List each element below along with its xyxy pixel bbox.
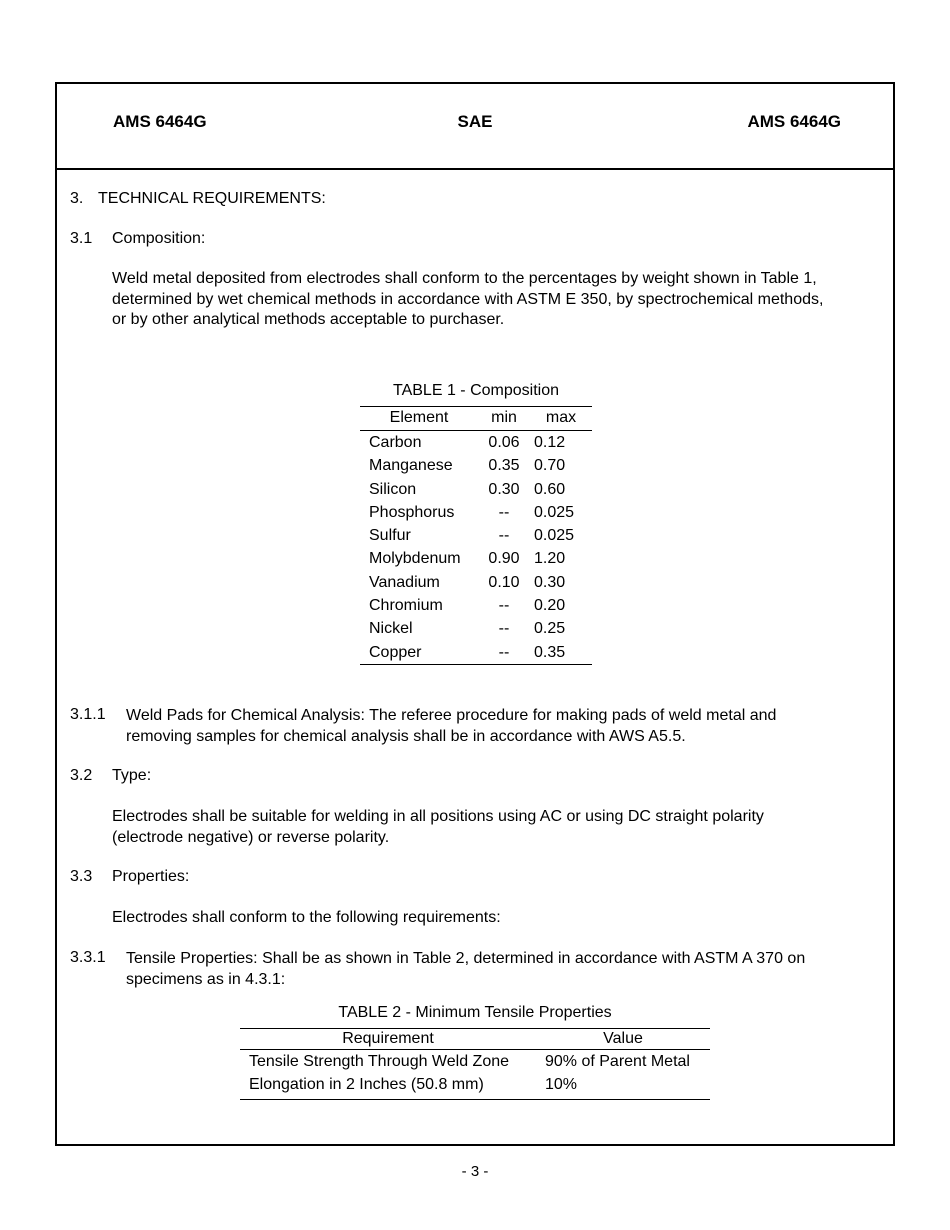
- section-3-2-title: Type:: [112, 767, 152, 784]
- table-row: [360, 617, 592, 640]
- table-cell: 10%: [536, 1073, 710, 1100]
- table-cell: --: [498, 527, 510, 545]
- table-row: [240, 1050, 710, 1074]
- table-cell: 0.25: [534, 620, 566, 638]
- table-cell: Sulfur: [369, 527, 411, 545]
- table-cell: 0.60: [534, 480, 566, 498]
- table-row: [360, 454, 592, 477]
- section-3-3-1-line: specimens as in 4.3.1:: [126, 970, 286, 988]
- table-cell: Manganese: [369, 457, 453, 475]
- header-org: SAE: [457, 112, 493, 131]
- table-cell: Molybdenum: [369, 550, 461, 568]
- table-row: [360, 547, 592, 570]
- table-cell: --: [498, 503, 510, 521]
- section-3-3-line: Electrodes shall conform to the following requirements:: [112, 909, 501, 926]
- table-row: [360, 478, 592, 501]
- composition-table-caption: TABLE 1 - Composition: [393, 382, 559, 399]
- page-number: - 3 -: [461, 1163, 489, 1180]
- table-row: [360, 524, 592, 547]
- section-3-2-body: [112, 807, 764, 848]
- page-header: [57, 84, 893, 170]
- table-cell: Carbon: [369, 434, 422, 451]
- table-cell: 0.06: [488, 434, 520, 451]
- section-3-2-line: (electrode negative) or reverse polarity.: [112, 828, 390, 846]
- section-3-1-number: 3.1: [70, 230, 93, 247]
- table-cell: 0.025: [534, 503, 575, 521]
- table-cell: 0.10: [488, 573, 520, 591]
- section-3-1-1-body: [126, 706, 776, 747]
- section-3-1-1-line: removing samples for chemical analysis shall be in accordance with AWS A5.5.: [126, 727, 686, 745]
- header-doc-id-right: AMS 6464G: [747, 112, 841, 131]
- column-header: max: [530, 407, 592, 431]
- table-cell: 0.12: [534, 434, 566, 451]
- tensile-properties-table-caption: TABLE 2 - Minimum Tensile Properties: [338, 1004, 612, 1021]
- section-3-1-line: determined by wet chemical methods in accordance with ASTM E 350, by spectrochemical methods,: [112, 290, 824, 308]
- section-3-3-title: Properties:: [112, 868, 190, 885]
- table-cell: --: [478, 641, 530, 665]
- table-cell: Tensile Strength Through Weld Zone: [249, 1053, 510, 1070]
- tensile-properties-table: [240, 1004, 710, 1100]
- header-doc-id-left: AMS 6464G: [113, 112, 207, 131]
- section-3-1-body: [112, 269, 823, 331]
- table-cell: 0.20: [534, 597, 566, 615]
- table-cell: 90% of Parent Metal: [545, 1053, 690, 1070]
- table-cell: 0.70: [534, 457, 566, 475]
- table-cell: Phosphorus: [369, 503, 455, 521]
- section-3-1-title: Composition:: [112, 230, 206, 247]
- table-cell: 0.90: [488, 550, 520, 568]
- table-cell: 0.35: [488, 457, 520, 475]
- table-cell: Chromium: [369, 597, 443, 615]
- section-3-1-line: Weld metal deposited from electrodes shall conform to the percentages by weight shown in Table 1,: [112, 270, 817, 287]
- table-cell: Silicon: [369, 480, 417, 498]
- table-row: [360, 641, 592, 665]
- table-cell: Elongation in 2 Inches (50.8 mm): [240, 1073, 536, 1100]
- table-cell: 0.30: [534, 573, 566, 591]
- section-3-3-1-line: Tensile Properties: Shall be as shown in Table 2, determined in accordance with ASTM A 370 on: [126, 950, 806, 967]
- column-header: Element: [360, 407, 478, 431]
- table-header-row: [360, 407, 592, 431]
- table-cell: Nickel: [369, 620, 413, 638]
- table-row: [360, 571, 592, 594]
- table-header-row: [240, 1029, 710, 1050]
- section-3-2-number: 3.2: [70, 767, 93, 784]
- table-row: [360, 594, 592, 617]
- section-3-3-number: 3.3: [70, 868, 93, 885]
- column-header: Value: [536, 1029, 710, 1050]
- table-cell: --: [498, 597, 510, 615]
- section-3-title: TECHNICAL REQUIREMENTS:: [98, 190, 326, 207]
- column-header: Requirement: [240, 1029, 536, 1050]
- table-cell: 0.025: [534, 527, 575, 545]
- page-frame: [55, 82, 895, 1146]
- table-cell: Copper: [360, 641, 478, 665]
- table-cell: 0.30: [488, 480, 520, 498]
- table-cell: Vanadium: [369, 573, 440, 591]
- section-3-3-1-body: [126, 949, 805, 990]
- table-cell: 0.35: [530, 641, 592, 665]
- section-3-number: 3.: [70, 190, 84, 207]
- table-cell: 1.20: [534, 550, 566, 568]
- section-3-1-1-line: Weld Pads for Chemical Analysis: The referee procedure for making pads of weld metal and: [126, 707, 777, 724]
- section-3-1-1-number: 3.1.1: [70, 706, 106, 723]
- table-row: [240, 1073, 710, 1100]
- column-header: min: [478, 407, 530, 431]
- table-row: [360, 431, 592, 455]
- section-3-1-line: or by other analytical methods acceptable to purchaser.: [112, 311, 505, 328]
- section-3-3-body: [112, 908, 501, 929]
- section-3-2-line: Electrodes shall be suitable for welding in all positions using AC or using DC straight polarity: [112, 808, 764, 825]
- table-row: [360, 501, 592, 524]
- table-cell: --: [498, 620, 510, 638]
- section-3-3-1-number: 3.3.1: [70, 949, 106, 966]
- composition-table: [360, 382, 592, 665]
